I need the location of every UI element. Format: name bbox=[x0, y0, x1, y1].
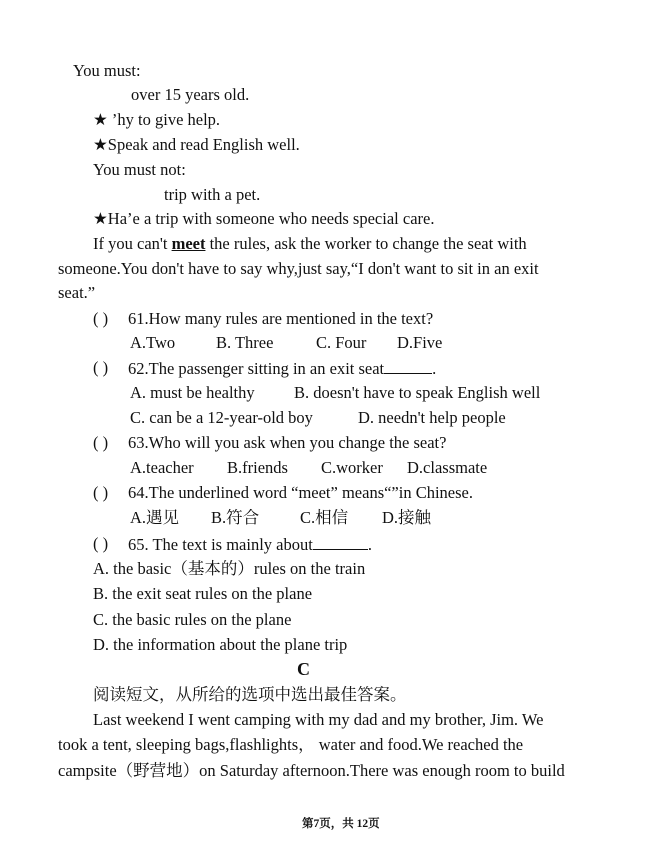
q65-option-c: C. the basic rules on the plane bbox=[93, 610, 292, 629]
q65-stem-end: . bbox=[367, 535, 372, 554]
paragraph-text-post: the rules, ask the worker to change the seat with bbox=[205, 234, 527, 253]
q65-option-d: D. the information about the plane trip bbox=[93, 635, 348, 654]
q63-stem: 63.Who will you ask when you change the seat? bbox=[128, 433, 447, 452]
q62-option-a: A. must be healthy bbox=[130, 383, 255, 402]
q65-line bbox=[128, 533, 372, 556]
q61-option-b: B. Three bbox=[216, 333, 274, 352]
section-c-line-1: Last weekend I went camping with my dad and my brother, Jim. We bbox=[93, 710, 544, 729]
must-heading: You must: bbox=[73, 61, 141, 80]
mustnot-rule-2: ★Ha’e a trip with someone who needs special care. bbox=[93, 209, 435, 228]
q63-option-d: D.classmate bbox=[407, 458, 488, 477]
q64-bracket: ( ) bbox=[93, 483, 109, 502]
q61-option-d: D.Five bbox=[397, 333, 443, 352]
q62-stem-end: . bbox=[432, 359, 437, 378]
q62-stem: 62.The passenger sitting in an exit seat bbox=[128, 359, 385, 378]
paragraph-text-pre: If you can't bbox=[93, 234, 172, 253]
q62-bracket: ( ) bbox=[93, 358, 109, 377]
section-c-line-3: campsite（野营地）on Saturday afternoon.There was enough room to build bbox=[58, 761, 565, 780]
q63-bracket: ( ) bbox=[93, 433, 109, 452]
q64-option-d: D.接触 bbox=[382, 508, 432, 527]
q64-option-b: B.符合 bbox=[211, 508, 260, 527]
mustnot-heading: You must not: bbox=[93, 160, 186, 179]
q63-option-c: C.worker bbox=[321, 458, 383, 477]
q64-stem: 64.The underlined word “meet” means“”in Chinese. bbox=[128, 483, 474, 502]
q64-option-a: A.遇见 bbox=[130, 508, 180, 527]
q64-option-c: C.相信 bbox=[300, 508, 349, 527]
page-number: 第7页，共 12页 bbox=[302, 818, 380, 830]
mustnot-rule-1: trip with a pet. bbox=[164, 185, 261, 204]
section-c-title: C bbox=[297, 659, 310, 679]
q62-option-b: B. doesn't have to speak English well bbox=[294, 383, 541, 402]
answer-blank bbox=[384, 357, 432, 374]
q63-option-a: A.teacher bbox=[130, 458, 194, 477]
paragraph-line-1 bbox=[93, 233, 527, 255]
paragraph-line-3: seat.” bbox=[58, 283, 96, 302]
q65-stem: 65. The text is mainly about bbox=[128, 535, 313, 554]
q61-option-c: C. Four bbox=[316, 333, 367, 352]
q61-stem: 61.How many rules are mentioned in the text? bbox=[128, 309, 434, 328]
answer-blank bbox=[313, 533, 368, 550]
q61-option-a: A.Two bbox=[130, 333, 176, 352]
q65-bracket: ( ) bbox=[93, 534, 109, 553]
section-c-line-2: took a tent, sleeping bags,flashlights， water and food.We reached the bbox=[58, 735, 524, 754]
q62-line bbox=[128, 357, 436, 380]
q61-bracket: ( ) bbox=[93, 309, 109, 328]
q62-option-d: D. needn't help people bbox=[358, 408, 506, 427]
q65-option-b: B. the exit seat rules on the plane bbox=[93, 584, 313, 603]
underlined-word: meet bbox=[171, 234, 206, 253]
must-rule-3: ★Speak and read English well. bbox=[93, 135, 300, 154]
must-rule-1: over 15 years old. bbox=[131, 85, 250, 104]
q65-option-a: A. the basic（基本的）rules on the train bbox=[93, 559, 366, 578]
q63-option-b: B.friends bbox=[227, 458, 288, 477]
section-c-instruction: 阅读短文，从所给的选项中选出最佳答案。 bbox=[93, 685, 407, 704]
q62-option-c: C. can be a 12-year-old boy bbox=[130, 408, 313, 427]
must-rule-2: ★ ’hy to give help. bbox=[93, 110, 221, 129]
paragraph-line-2: someone.You don't have to say why,just say,“I don't want to sit in an exit bbox=[58, 259, 539, 278]
